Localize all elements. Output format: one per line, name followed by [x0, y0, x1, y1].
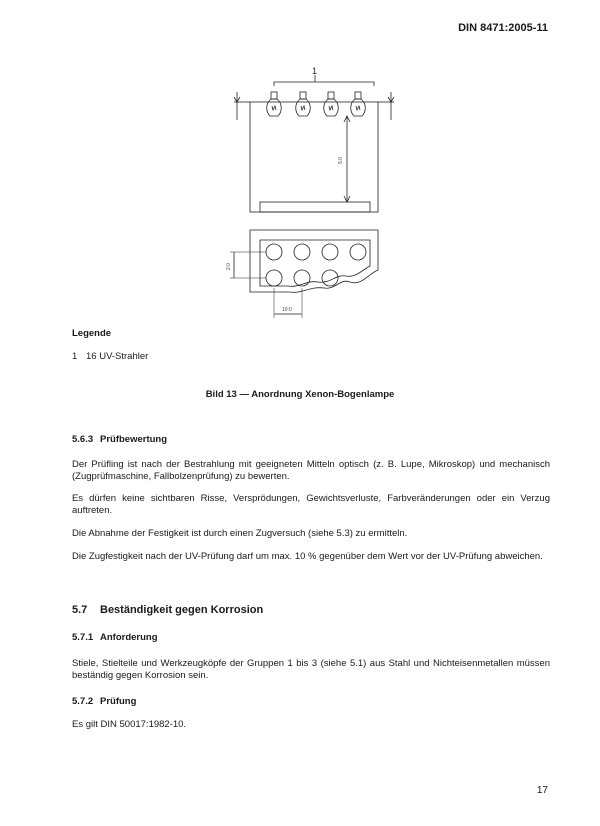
section-number: 5.7.1 [72, 632, 94, 643]
section-title: Prüfbewertung [100, 434, 168, 445]
section-number: 5.6.3 [72, 434, 94, 445]
figure-caption: Bild 13 — Anordnung Xenon-Bogenlampe [205, 389, 395, 400]
lamp-plan-view [250, 230, 378, 292]
height-dimension-label: 5:0 [338, 157, 344, 164]
paragraph: Es gilt DIN 50017:1982-10. [72, 719, 187, 730]
lamp-arrangement-drawing [190, 62, 420, 322]
section-number: 5.7 [72, 604, 88, 616]
section-title: Beständigkeit gegen Korrosion [100, 604, 264, 616]
section-title: Anforderung [100, 632, 158, 643]
sample-tray [260, 202, 370, 212]
section-heading-5-6-3 [72, 434, 167, 446]
side-dimension-label: 2:0 [226, 263, 232, 270]
paragraph: Die Zugfestigkeit nach der UV-Prüfung darf um max. 10 % gegenüber dem Wert vor der UV-Prüfung abweichen. [72, 551, 543, 562]
uv-lamp-bulbs [267, 92, 366, 116]
legend-item-number: 1 [72, 351, 78, 362]
xenon-lamp-figure [190, 62, 420, 322]
spacing-dimension-label: 10:0 [282, 307, 292, 313]
section-number: 5.7.2 [72, 696, 94, 707]
legend-title: Legende [72, 328, 112, 339]
section-heading-5-7 [72, 604, 263, 616]
paragraph: Es dürfen keine sichtbaren Risse, Versprödungen, Gewichtsverluste, Farbveränderungen oder ein Verzug auftreten. [72, 493, 550, 516]
page-number: 17 [536, 785, 548, 796]
section-heading-5-7-2 [72, 696, 136, 708]
chamber-side-view [250, 102, 378, 212]
section-title: Prüfung [100, 696, 137, 707]
document-id: DIN 8471:2005-11 [458, 22, 548, 34]
paragraph: Die Abnahme der Festigkeit ist durch einen Zugversuch (siehe 5.3) zu ermitteln. [72, 528, 408, 539]
paragraph: Der Prüfling ist nach der Bestrahlung mit geeigneten Mitteln optisch (z. B. Lupe, Mikroskop) und mechanisch (Zugprüfmaschine, Fallbolzenprüfung) zu bewerten. [72, 459, 550, 482]
legend-item [72, 351, 148, 363]
section-heading-5-7-1 [72, 632, 158, 644]
legend-item-text: 16 UV-Strahler [86, 351, 149, 362]
paragraph: Stiele, Stielteile und Werkzeugköpfe der Gruppen 1 bis 3 (siehe 5.1) aus Stahl und Nichteisenmetallen müssen beständig gegen Korrosion sein. [72, 658, 550, 681]
figure-callout-1: 1 [312, 66, 318, 76]
